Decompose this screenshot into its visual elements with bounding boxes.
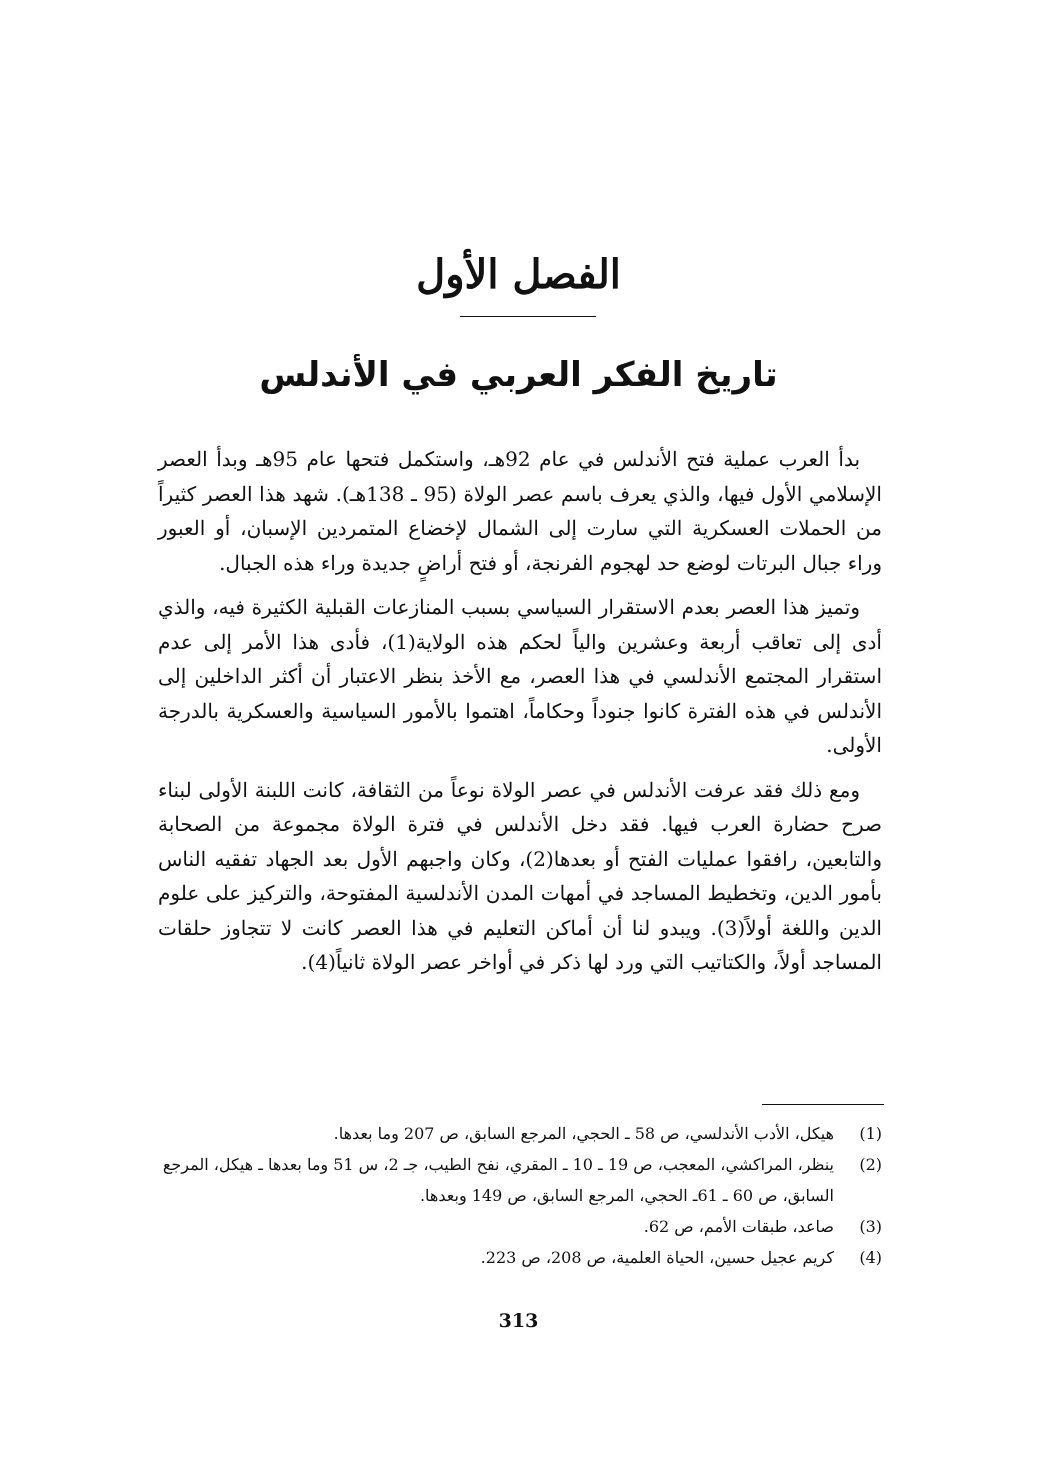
footnote-number: (3) xyxy=(859,1217,882,1236)
chapter-label: الفصل الأول xyxy=(416,251,621,298)
footnote-number: (2) xyxy=(859,1155,882,1174)
footnote-number: (1) xyxy=(859,1124,882,1143)
footnote xyxy=(158,1242,882,1273)
page-number: 313 xyxy=(498,1310,539,1332)
footnote-text: ينظر، المراكشي، المعجب، ص 19 ـ 10 ـ المقري، نفح الطيب، جـ 2، س 51 وما بعدها ـ هيكل، المرجع السابق، ص 60 ـ 61ـ الحجي، المرجع السابق، ص 149 وبعدها. xyxy=(162,1155,834,1205)
footnote-divider xyxy=(762,1104,884,1105)
footnote-number: (4) xyxy=(859,1248,882,1267)
paragraph: ومع ذلك فقد عرفت الأندلس في عصر الولاة نوعاً من الثقافة، كانت اللبنة الأولى لبناء صرح حضارة العرب فيها. فقد دخل الأندلس في فترة الولاة مجموعة من الصحابة والتابعين، رافقوا عمليات الفتح أو بعدها(2)، وكان واجبهم الأول بعد الجهاد تفقيه الناس بأمور الدين، وتخطيط المساجد في أمهات المدن الأندلسية المفتوحة، والتركيز على علوم الدين واللغة أولاً(3). ويبدو لنا أن أماكن التعليم في هذا العصر كانت لا تتجاوز حلقات المساجد أولاً، والكتاتيب التي ورد لها ذكر في أواخر عصر الولاة ثانياً(4). xyxy=(158,777,883,974)
paragraph: بدأ العرب عملية فتح الأندلس في عام 92هـ، واستكمل فتحها عام 95هـ وبدأ العصر الإسلامي الأول فيها، والذي يعرف باسم عصر الولاة (95 ـ 138هـ). شهد هذا العصر كثيراً من الحملات العسكرية التي سارت إلى الشمال لإخضاع المتمردين الإسبان، أو العبور وراء جبال البرتات لوضع حد لهجوم الفرنجة، أو فتح أراضٍ جديدة وراء هذه الجبال. xyxy=(158,447,882,575)
footnote xyxy=(158,1149,882,1211)
chapter-title: تاريخ الفكر العربي في الأندلس xyxy=(259,355,778,395)
chapter-divider xyxy=(460,316,596,317)
body-text xyxy=(158,442,882,990)
footnote-text: صاعد، طبقات الأمم، ص 62. xyxy=(643,1217,834,1236)
footnote-text: كريم عجيل حسين، الحياة العلمية، ص 208، ص 223. xyxy=(480,1248,834,1267)
paragraph: وتميز هذا العصر بعدم الاستقرار السياسي بسبب المنازعات القبلية الكثيرة فيه، والذي أدى إلى تعاقب أربعة وعشرين والياً لحكم هذه الولاية(1)، فأدى هذا الأمر إلى عدم استقرار المجتمع الأندلسي في هذا العصر، مع الأخذ بنظر الاعتبار أن أكثر الداخلين إلى الأندلس في هذه الفترة كانوا جنوداً وحكاماً، اهتموا بالأمور السياسية والعسكرية بالدرجة الأولى. xyxy=(158,595,882,757)
footnote xyxy=(158,1211,882,1242)
footnotes xyxy=(158,1118,882,1273)
footnote-text: هيكل، الأدب الأندلسي، ص 58 ـ الحجي، المرجع السابق، ص 207 وما بعدها. xyxy=(333,1124,834,1143)
footnote xyxy=(158,1118,882,1149)
